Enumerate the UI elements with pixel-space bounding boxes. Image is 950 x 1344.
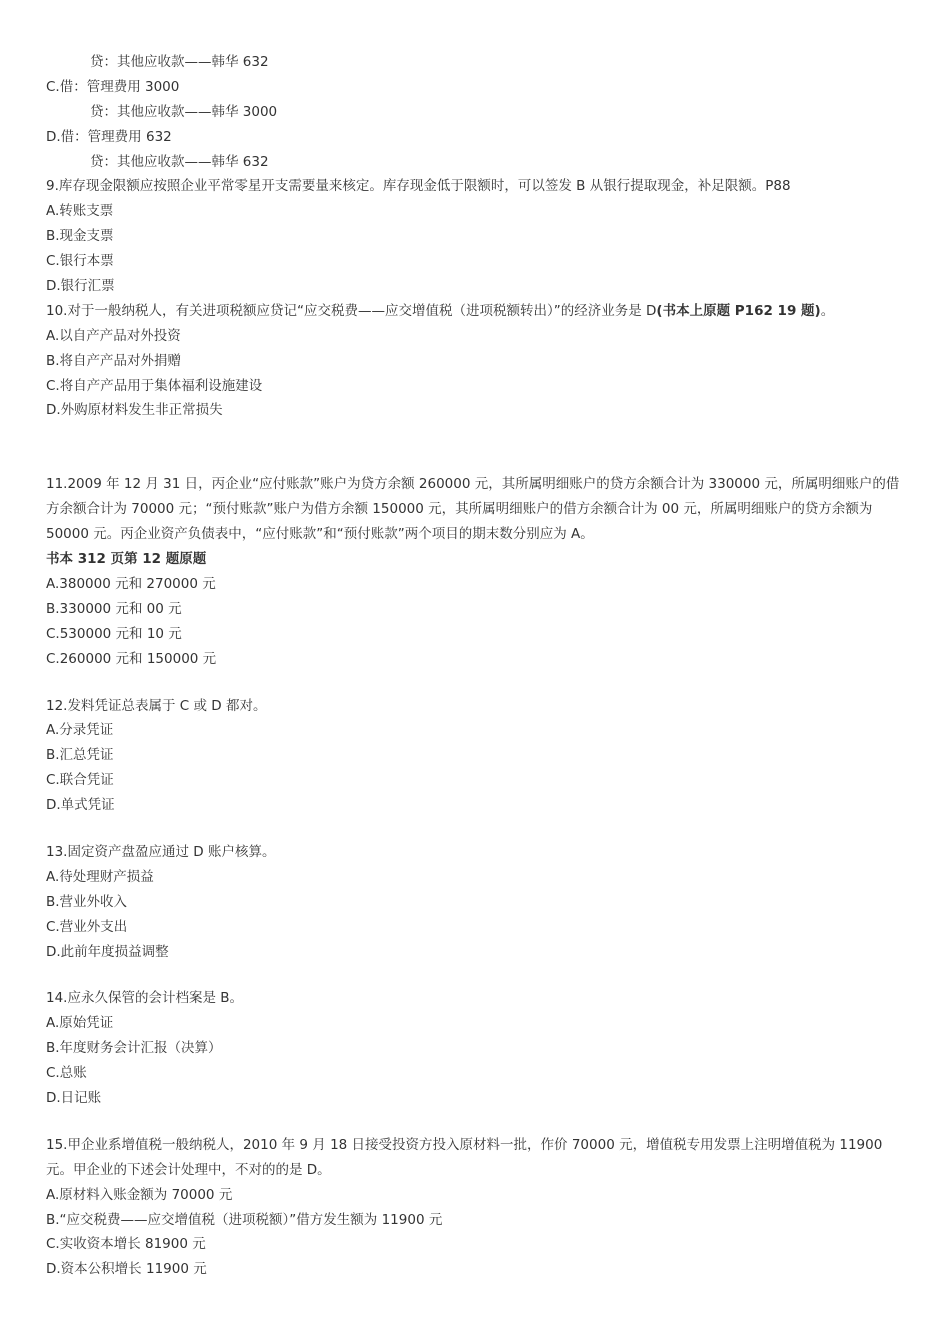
stem-end: 。: [820, 302, 835, 319]
spacer: [46, 423, 906, 472]
option: D.此前年度损益调整: [46, 943, 169, 960]
document-page: [46, 50, 906, 1282]
question-10: [46, 299, 906, 423]
option: C.总账: [46, 1065, 87, 1082]
option: D.银行汇票: [46, 278, 115, 295]
option: C.260000 元和 150000 元: [46, 650, 217, 667]
option: B.现金支票: [46, 228, 114, 245]
option: C.530000 元和 10 元: [46, 625, 182, 642]
option: D.资本公积增长 11900 元: [46, 1261, 207, 1278]
option: B.“应交税费——应交增值税（进项税额）”借方发生额为 11900 元: [46, 1211, 443, 1228]
spacer: [46, 672, 906, 694]
entry-line: 贷：其他应收款——韩华 632: [90, 153, 269, 170]
spacer: [46, 1111, 906, 1133]
stem-text: 10.对于一般纳税人，有关进项税额应贷记“应交税费——应交增值税（进项税额转出）”的经济业务是 D: [46, 302, 657, 319]
option: B.汇总凭证: [46, 747, 114, 764]
question-stem: [46, 299, 906, 324]
spacer: [46, 964, 906, 986]
option: A.原始凭证: [46, 1015, 114, 1032]
option: C.营业外支出: [46, 918, 128, 935]
source-note-text: 书本 312 页第 12 题原题: [46, 551, 207, 568]
question-stem: 13.固定资产盘盈应通过 D 账户核算。: [46, 843, 276, 860]
option: A.380000 元和 270000 元: [46, 575, 216, 592]
source-note: [46, 547, 906, 572]
option: A.以自产产品对外投资: [46, 327, 181, 344]
option: B.营业外收入: [46, 893, 128, 910]
question-stem: 14.应永久保管的会计档案是 B。: [46, 990, 244, 1007]
question-11: [46, 472, 906, 671]
question-14: [46, 986, 906, 1110]
question-stem: 12.发料凭证总表属于 C 或 D 都对。: [46, 697, 267, 714]
question-stem: 9.库存现金限额应按照企业平常零星开支需要量来核定。库存现金低于限额时，可以签发 B 从银行提取现金，补足限额。P88: [46, 178, 791, 195]
spacer: [46, 818, 906, 840]
option: B.年度财务会计汇报（决算）: [46, 1040, 222, 1057]
entry-line: D.借：管理费用 632: [46, 128, 172, 145]
option: B.将自产产品对外捐赠: [46, 352, 182, 369]
question-12: [46, 694, 906, 818]
option: B.330000 元和 00 元: [46, 600, 182, 617]
question-15: [46, 1133, 906, 1282]
option: A.原材料入账金额为 70000 元: [46, 1186, 233, 1203]
top-entries: [46, 50, 906, 174]
entry-line: 贷：其他应收款——韩华 632: [90, 54, 269, 70]
entry-line: 贷：其他应收款——韩华 3000: [90, 103, 278, 120]
entry-line: C.借：管理费用 3000: [46, 78, 180, 95]
option: A.转账支票: [46, 203, 114, 220]
option: A.待处理财产损益: [46, 868, 154, 885]
option: D.单式凭证: [46, 797, 115, 814]
option: C.联合凭证: [46, 772, 114, 789]
option: C.银行本票: [46, 253, 114, 270]
question-9: [46, 174, 906, 298]
option: A.分录凭证: [46, 722, 114, 739]
question-stem: 11.2009 年 12 月 31 日，丙企业“应付账款”账户为贷方余额 260000 元，其所属明细账户的贷方余额合计为 330000 元，所属明细账户的借方余额合计为 70000 元；“预付账款”账户为借方余额 150000 元，其所属明细账户的借方余额合计为 00 元，所属明细账户的贷方余额为 50000 元。丙企业资产负债表中，“应付账款”和“预付账款”两个项目的期末数分别应为 A。: [46, 476, 900, 543]
source-note: (书本上原题 P162 19 题): [656, 302, 821, 319]
option: C.实收资本增长 81900 元: [46, 1236, 206, 1253]
option: D.外购原材料发生非正常损失: [46, 402, 223, 419]
question-13: [46, 840, 906, 964]
option: D.日记账: [46, 1090, 102, 1106]
question-stem: 15.甲企业系增值税一般纳税人，2010 年 9 月 18 日接受投资方投入原材料一批，作价 70000 元，增值税专用发票上注明增值税为 11900 元。甲企业的下述会计处理中，不对的的是 D。: [46, 1136, 883, 1178]
option: C.将自产产品用于集体福利设施建设: [46, 377, 263, 394]
